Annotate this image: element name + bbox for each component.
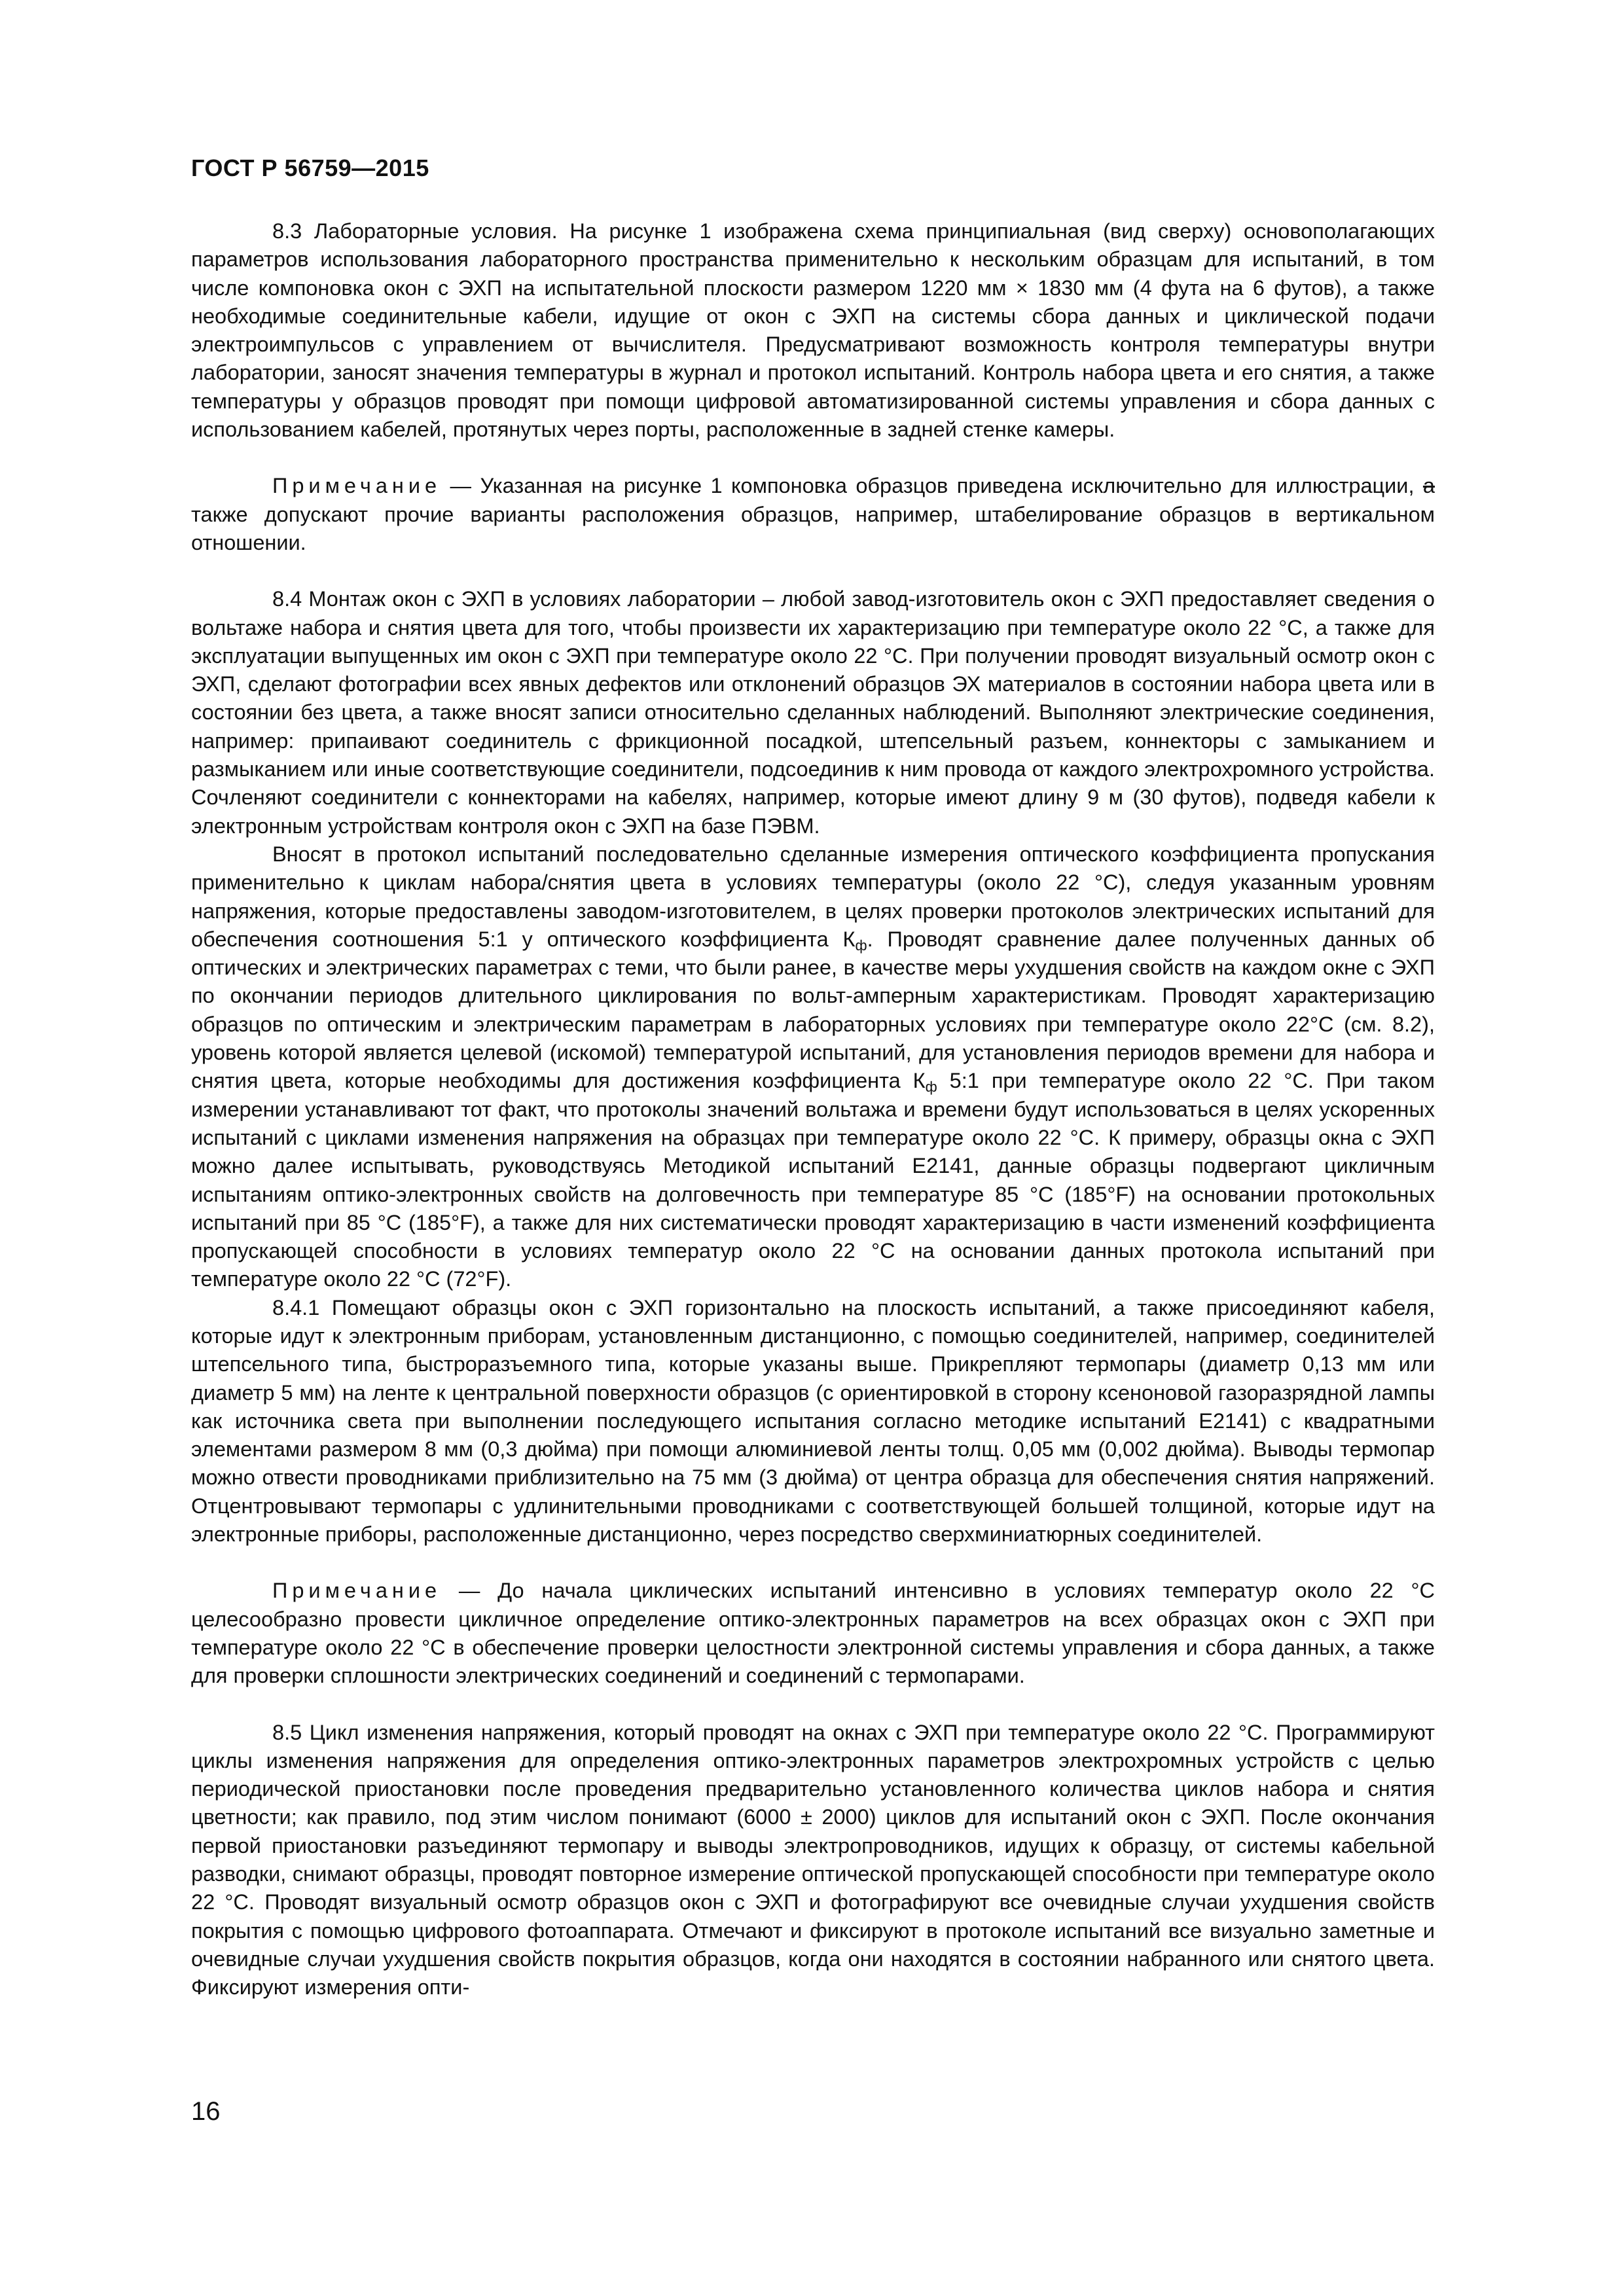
note-1-paragraph [191, 472, 1435, 557]
note-1-struck-letter: а [1422, 474, 1435, 498]
note-1-dash: — [441, 474, 480, 498]
note-2-text: До начала циклических испытаний интенсивно в условиях температур около 22 °С целесообразно провести цикличное определение оптико-электронных параметров на всех образцах окон с ЭХП при температуре около 22 °С в обеспечение проверки целостности электронной системы управления и сбора данных, а также для проверки сплошности электрических соединений и соединений с термопарами. [191, 1579, 1435, 1688]
section-8-4-p2-part-c: 5:1 при температуре около 22 °С. При таком измерении устанавливают тот факт, что протоколы значений вольтажа и времени будут использоваться в целях ускоренных испытаний с циклами изменения напряжения на образцах при температуре около 22 °С. К примеру, образцы окна с ЭХП можно далее испытывать, руководствуясь Методикой испытаний Е2141, данные образцы подвергают цикличным испытаниям оптико-электронных свойств на долговечность при температуре 85 °С (185°F) на основании протокольных испытаний при 85 °С (185°F), а также для них систематически проводят характеризацию в части изменений коэффициента пропускающей способности в условиях температур около 22 °С на основании данных протокола испытаний при температуре около 22 °С (72°F). [191, 1069, 1435, 1291]
coefficient-subscript: ф [855, 937, 867, 954]
page-number: 16 [191, 2097, 221, 2126]
note-2-paragraph [191, 1577, 1435, 1690]
section-8-4-paragraph-1: 8.4 Монтаж окон с ЭХП в условиях лаборатории – любой завод-изготовитель окон с ЭХП предоставляет сведения о вольтаже набора и снятия цвета для того, чтобы произвести их характеризацию при температуре около 22 °С, а также для эксплуатации выпущенных им окон с ЭХП при температуре около 22 °С. При получении проводят визуальный осмотр окон с ЭХП, сделают фотографии всех явных дефектов или отклонений образцов ЭХ материалов в состоянии набора цвета или в состоянии без цвета, а также вносят записи относительно сделанных наблюдений. Выполняют электрические соединения, например: припаивают соединитель с фрикционной посадкой, штепсельный разъем, коннекторы с замыканием и размыканием или иные соответствующие соединители, подсоединив к ним провода от каждого электрохромного устройства. Сочленяют соединители с коннекторами на кабелях, например, которые имеют длину 9 м (30 футов), подведя кабели к электронным устройствам контроля окон с ЭХП на базе ПЭВМ. [191, 587, 1435, 838]
coefficient-subscript: ф [925, 1079, 937, 1096]
note-1-label: Примечание [272, 474, 442, 498]
section-8-4-p2-part-a: Вносят в протокол испытаний последовательно сделанные измерения оптического коэффициента пропускания применительно к циклам набора/снятия цвета в условиях температуры (около 22 °С), следуя указанным уровням напряжения, которые предоставлены заводом-изготовителем, в целях проверки протоколов электрических испытаний для обеспечения соотношения 5:1 у оптического коэффициента К [191, 842, 1435, 951]
paragraph-gap [191, 444, 1435, 472]
page-body [191, 217, 1435, 2002]
section-8-4-paragraph-2 [191, 840, 1435, 1294]
section-8-4-p2-part-b: . Проводят сравнение далее полученных данных об оптических и электрических параметрах с теми, что были ранее, в качестве меры ухудшения свойств на каждом окне с ЭХП по окончании периодов длительного циклирования по вольт-амперным характеристикам. Проводят характеризацию образцов по оптическим и электрическим параметрам в лабораторных условиях при температуре около 22°С (см. 8.2), уровень которой является целевой (искомой) температурой испытаний, для установления периодов времени для набора и снятия цвета, которые необходимы для достижения коэффициента К [191, 927, 1435, 1093]
paragraph-gap [191, 1549, 1435, 1577]
paragraph-gap [191, 1691, 1435, 1719]
note-2-dash: — [441, 1579, 498, 1603]
note-1-text-start: Указанная на рисунке 1 компоновка образцов приведена исключительно для иллюстрации, [480, 474, 1423, 498]
section-8-4-1-paragraph: 8.4.1 Помещают образцы окон с ЭХП горизонтально на плоскость испытаний, а также присоединяют кабеля, которые идут к электронным приборам, установленным дистанционно, с помощью соединителей, например, соединителей штепсельного типа, быстроразъемного типа, которые указаны выше. Прикрепляют термопары (диаметр 0,13 мм или диаметр 5 мм) на ленте к центральной поверхности образцов (с ориентировкой в сторону ксеноновой газоразрядной лампы как источника света при выполнении последующего испытания согласно методике испытаний Е2141) с квадратными элементами размером 8 мм (0,3 дюйма) при помощи алюминиевой ленты толщ. 0,05 мм (0,002 дюйма). Выводы термопар можно отвести проводниками приблизительно на 75 мм (3 дюйма) от центра образца для обеспечения снятия напряжений. Отцентровывают термопары с удлинительными проводниками с соответствующей большей толщиной, которые идут на электронные приборы, расположенные дистанционно, через посредство сверхминиатюрных соединителей. [191, 1295, 1435, 1547]
note-2-label: Примечание [272, 1579, 442, 1603]
paragraph-gap [191, 557, 1435, 585]
section-8-3-paragraph: 8.3 Лабораторные условия. На рисунке 1 изображена схема принципиальная (вид сверху) основополагающих параметров использования лабораторного пространства применительно к нескольким образцам для испытаний, в том числе компоновка окон с ЭХП на испытательной плоскости размером 1220 мм × 1830 мм (4 фута на 6 футов), а также необходимые соединительные кабели, идущие от окон с ЭХП на системы сбора данных и циклической подачи электроимпульсов с управлением от вычислителя. Предусматривают возможность контроля температуры внутри лаборатории, заносят значения температуры в журнал и протокол испытаний. Контроль набора цвета и его снятия, а также температуры у образцов проводят при помощи цифровой автоматизированной системы управления и сбора данных с использованием кабелей, протянутых через порты, расположенные в задней стенке камеры. [191, 219, 1435, 442]
note-1-text-end: также допускают прочие варианты расположения образцов, например, штабелирование образцов в вертикальном отношении. [191, 502, 1435, 554]
section-8-5-paragraph: 8.5 Цикл изменения напряжения, который проводят на окнах с ЭХП при температуре около 22 °С. Программируют циклы изменения напряжения для определения оптико-электронных параметров электрохромных устройств с целью периодической приостановки после проведения предварительно установленного количества циклов набора и снятия цветности; как правило, под этим числом понимают (6000 ± 2000) циклов для испытаний окон с ЭХП. После окончания первой приостановки разъединяют термопару и выводы электропроводников, идущих к образцу, от системы кабельной разводки, снимают образцы, проводят повторное измерение оптической пропускающей способности при температуре около 22 °С. Проводят визуальный осмотр образцов окон с ЭХП и фотографируют все очевидные случаи ухудшения свойств покрытия с помощью цифрового фотоаппарата. Отмечают и фиксируют в протоколе испытаний все визуально заметные и очевидные случаи ухудшения свойств покрытия образцов, когда они находятся в состоянии набранного или снятого цвета. Фиксируют измерения опти- [191, 1720, 1435, 2000]
document-header: ГОСТ Р 56759—2015 [191, 154, 429, 181]
